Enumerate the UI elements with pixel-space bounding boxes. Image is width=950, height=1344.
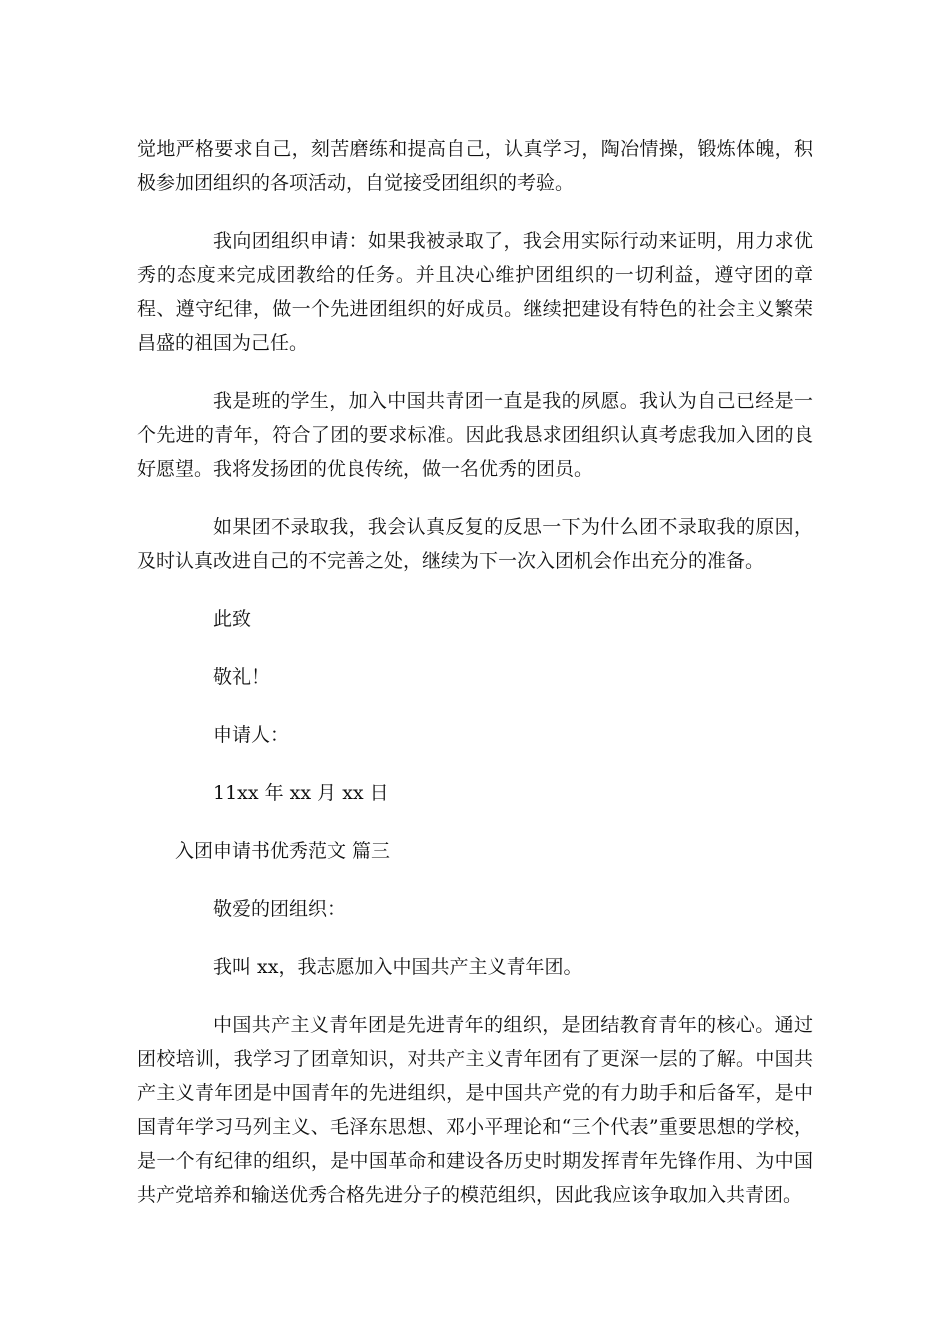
section-title: 入团申请书优秀范文 篇三 [175, 840, 391, 862]
closing-salute-1: 此致 [213, 608, 252, 630]
paragraph-continuation: 觉地严格要求自己，刻苦磨练和提高自己，认真学习，陶冶情操，锻炼体魄，积极参加团组织的各项活动，自觉接受团组织的考验。 [137, 138, 813, 194]
applicant-label: 申请人： [213, 724, 290, 746]
greeting: 敬爱的团组织： [213, 898, 347, 920]
document-body [137, 132, 813, 1212]
application-date: 11xx 年 xx 月 xx 日 [213, 782, 389, 804]
paragraph-application: 我向团组织申请：如果我被录取了，我会用实际行动来证明，用力求优秀的态度来完成团教给的任务。并且决心维护团组织的一切利益，遵守团的章程、遵守纪律，做一个先进团组织的好成员。继续把建设有特色的社会主义繁荣昌盛的祖国为己任。 [137, 230, 813, 354]
self-introduction: 我叫 xx，我志愿加入中国共产主义青年团。 [213, 956, 583, 978]
paragraph-reflection: 如果团不录取我，我会认真反复的反思一下为什么团不录取我的原因，及时认真改进自己的不完善之处，继续为下一次入团机会作出充分的准备。 [137, 516, 813, 572]
paragraph-aspiration: 我是班的学生，加入中国共青团一直是我的夙愿。我认为自己已经是一个先进的青年，符合了团的要求标准。因此我恳求团组织认真考虑我加入团的良好愿望。我将发扬团的优良传统，做一名优秀的团员。 [137, 390, 813, 480]
closing-salute-2: 敬礼！ [213, 666, 271, 688]
paragraph-league-description: 中国共产主义青年团是先进青年的组织，是团结教育青年的核心。通过团校培训，我学习了团章知识，对共产主义青年团有了更深一层的了解。中国共产主义青年团是中国青年的先进组织，是中国共产党的有力助手和后备军，是中国青年学习马列主义、毛泽东思想、邓小平理论和“三个代表”重要思想的学校，是一个有纪律的组织，是中国革命和建设各历史时期发挥青年先锋作用、为中国共产党培养和输送优秀合格先进分子的模范组织，因此我应该争取加入共青团。 [137, 1014, 813, 1206]
